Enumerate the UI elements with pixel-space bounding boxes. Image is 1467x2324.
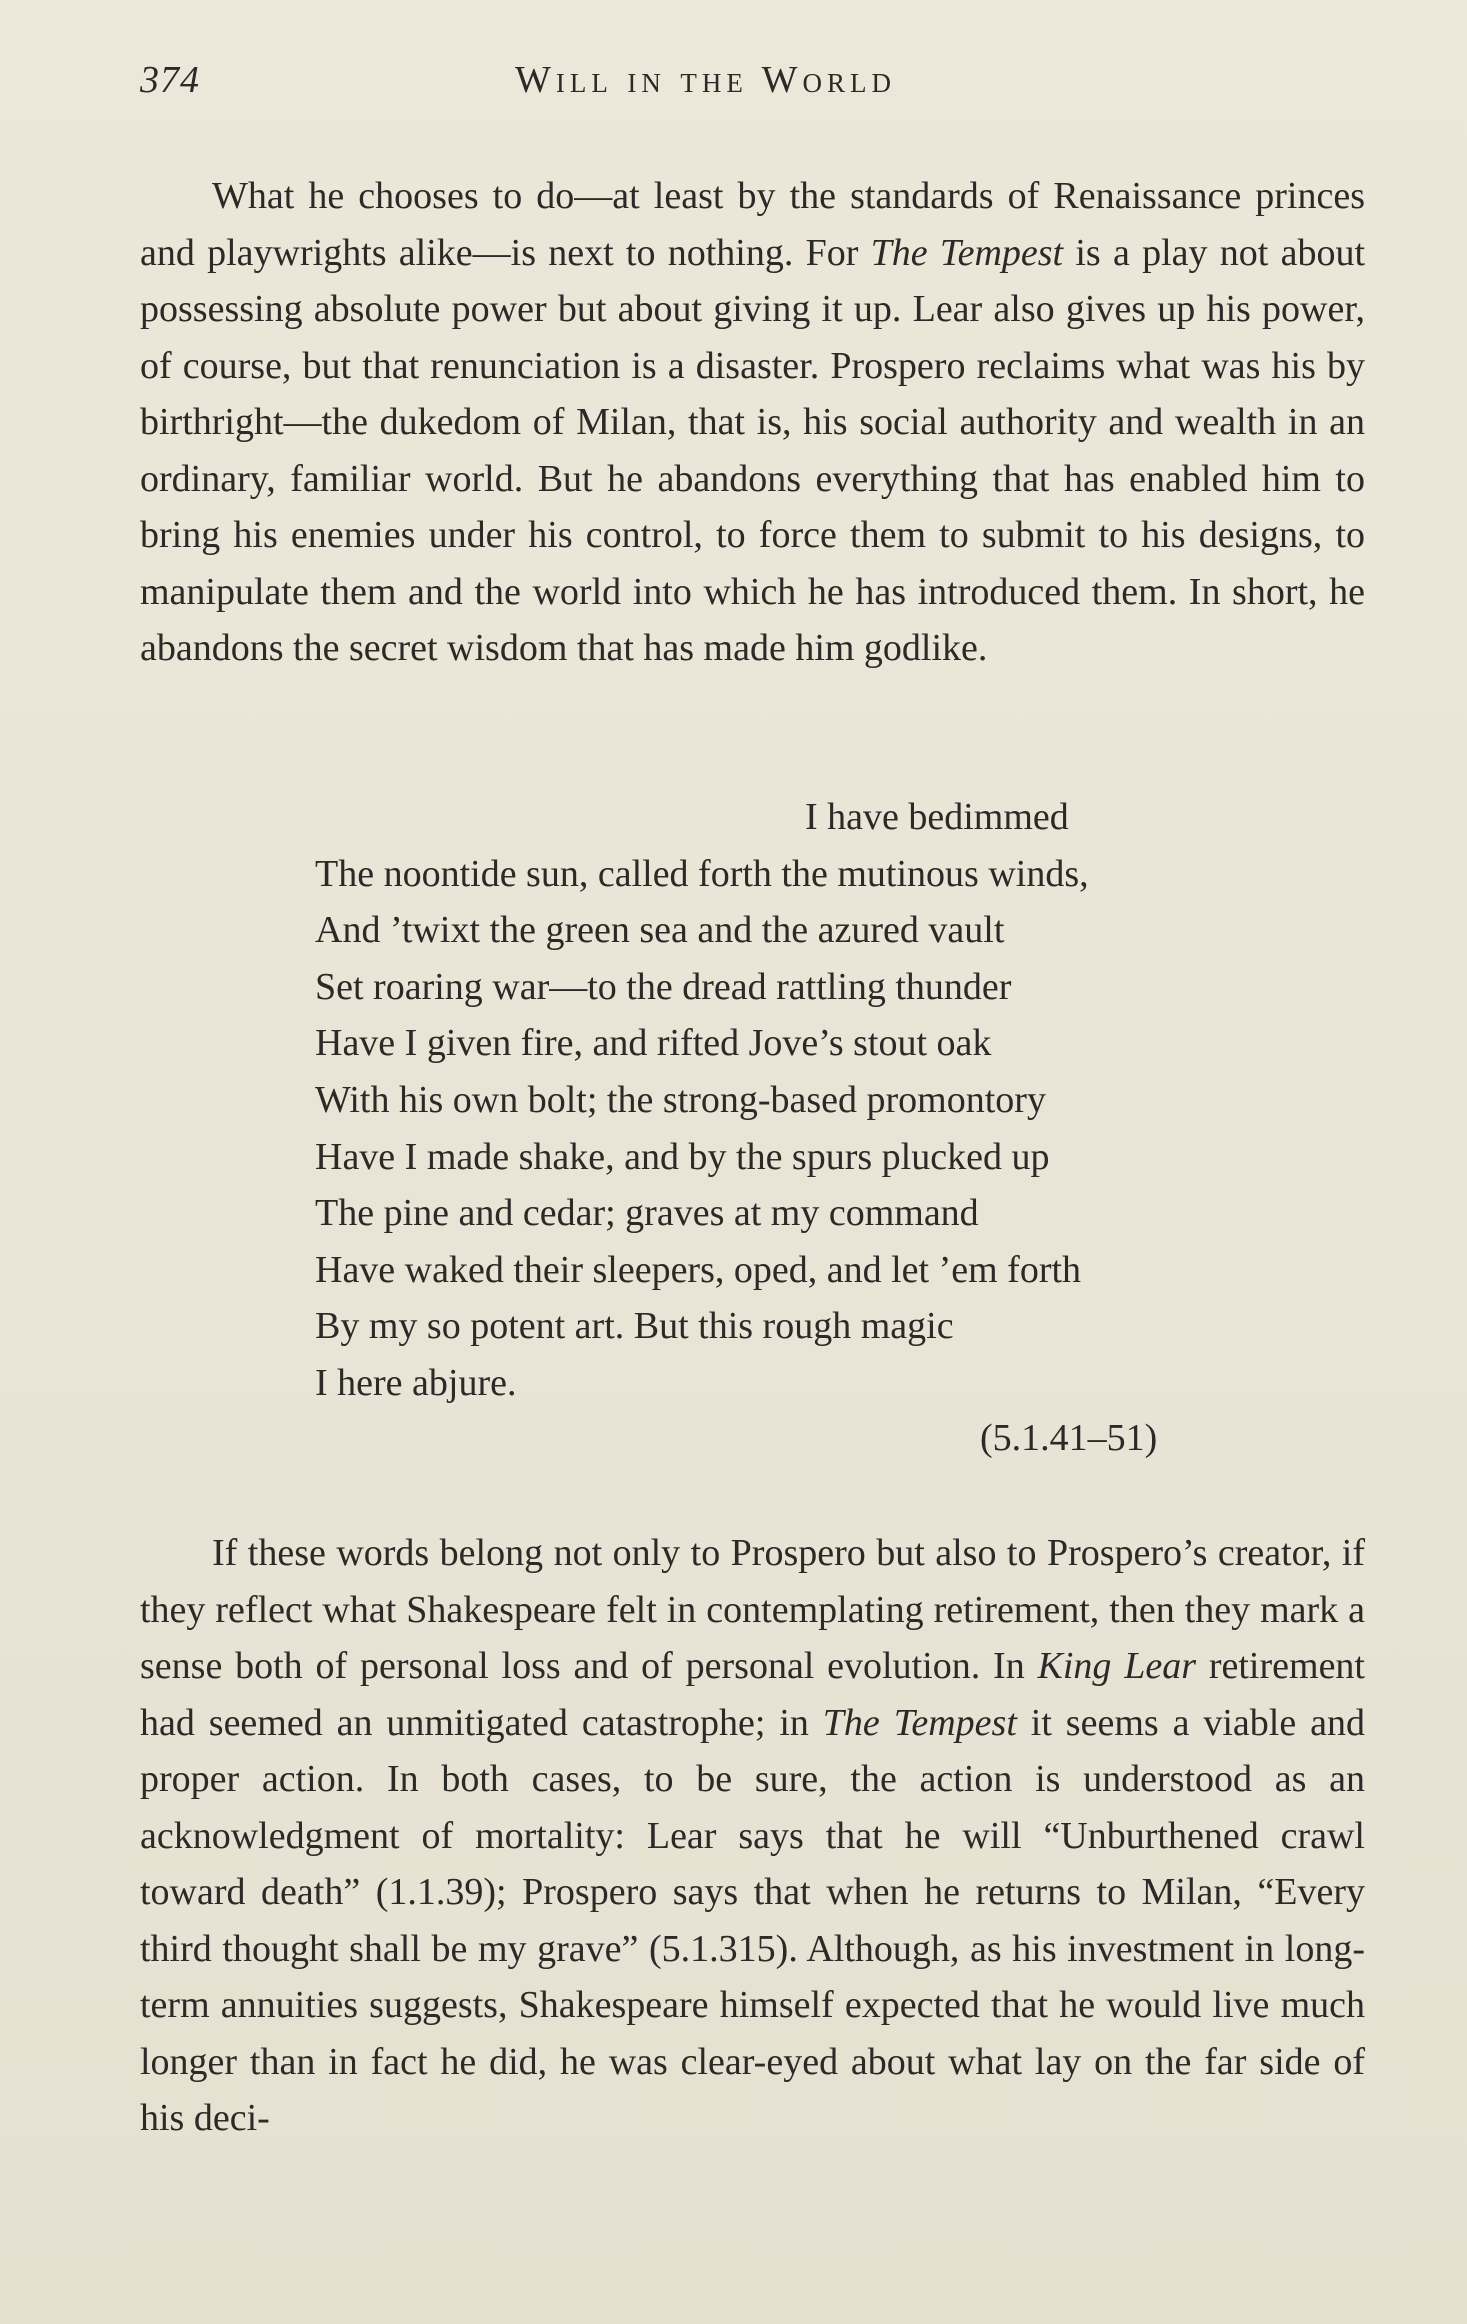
quote-line: Have waked their sleepers, oped, and let ’em forth [315, 1248, 1082, 1291]
paragraph-1 [140, 168, 1365, 677]
quote-line: With his own bolt; the strong-based promontory [315, 1078, 1046, 1121]
title-king-lear: King Lear [1037, 1645, 1197, 1687]
paragraph-2-part-2: retirement had seemed an unmitigated catastrophe; in [140, 1645, 1365, 1744]
block-quote [315, 789, 1215, 1412]
quote-line: I here abjure. [315, 1361, 517, 1404]
quote-line: Set roaring war—to the dread rattling thunder [315, 965, 1012, 1008]
quote-line: Have I made shake, and by the spurs plucked up [315, 1135, 1050, 1178]
paragraph-2-part-1: If these words belong not only to Prospero but also to Prospero’s creator, if they reflect what Shakespeare felt in contemplating retirement, then they mark a sense both of personal loss and of personal evolution. In [140, 1532, 1365, 1687]
title-the-tempest: The Tempest [870, 231, 1064, 274]
paragraph-2-part-3: it seems a viable and proper action. In both cases, to be sure, the action is understood as an acknowledgment of mortality: Lear says that he will “Unburthened crawl toward death” (1.1.39); Prospero says that when he returns to Milan, “Every third thought shall be my grave” (5.1.315). Although, as his investment in long-term annuities suggests, Shakespeare himself expected that he would live much longer than in fact he did, he was clear-eyed about what lay on the far side of his deci- [140, 1701, 1365, 2139]
quote-line: The pine and cedar; graves at my command [315, 1192, 979, 1235]
quote-line: Have I given fire, and rifted Jove’s stout oak [315, 1022, 992, 1065]
paragraph-1-part-1: What he chooses to do—at least by the standards of Renaissance princes and playwrights alike—is next to nothing. For [140, 175, 1365, 274]
paragraph-1-text [140, 168, 1365, 677]
quote-line: And ’twixt the green sea and the azured vault [315, 909, 1005, 952]
quote-line: The noontide sun, called forth the mutinous winds, [315, 852, 1089, 895]
page-number: 374 [140, 59, 200, 101]
quote-line: By my so potent art. But this rough magic [315, 1305, 954, 1348]
running-head [140, 58, 1365, 118]
paragraph-2 [140, 1525, 1365, 2147]
quote-citation: (5.1.41–51) [980, 1417, 1158, 1459]
quote-line: I have bedimmed [805, 796, 1069, 838]
book-title: Will in the World [515, 59, 896, 101]
paragraph-1-part-2: is a play not about possessing absolute power but about giving it up. Lear also gives up his power, of course, but that renunciation is a disaster. Prospero reclaims what was his by birthright—the dukedom of Milan, that is, his social authority and wealth in an ordinary, familiar world. But he abandons everything that has enabled him to bring his enemies under his control, to force them to submit to his designs, to manipulate them and the world into which he has introduced them. In short, he abandons the secret wisdom that has made him godlike. [140, 231, 1366, 669]
title-the-tempest: The Tempest [822, 1701, 1017, 1744]
paragraph-2-text [140, 1525, 1365, 2147]
